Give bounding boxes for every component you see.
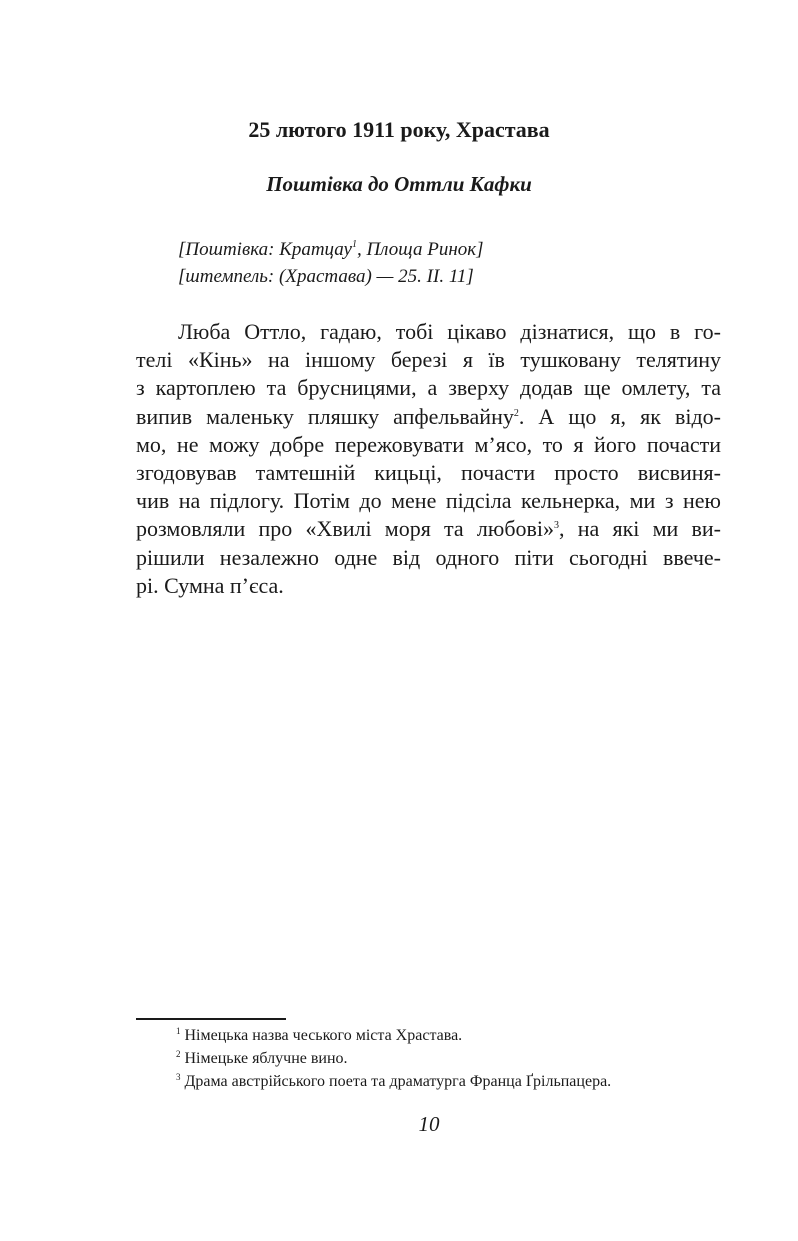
body-line: Люба Оттло, гадаю, тобі цікаво дізнатися, що в го- <box>178 319 721 344</box>
footnote-text: Драма австрійського поета та драматурга Франца Ґрільпацера. <box>184 1073 612 1090</box>
footnotes <box>176 1024 611 1093</box>
body-line: мо, не можу добре пережовувати м’ясо, то я його почасти <box>136 431 721 457</box>
footnote-ref: 1 <box>351 239 357 250</box>
chapter-heading: 25 лютого 1911 року, Храстава <box>248 117 550 142</box>
body-paragraph <box>136 318 721 600</box>
metadata-line: [штемпель: (Храстава) — 25. II. 11] <box>178 266 474 287</box>
footnote-number: 3 <box>176 1072 181 1082</box>
chapter-subheading: Поштівка до Оттли Кафки <box>266 172 532 196</box>
page-number: 10 <box>418 1112 440 1136</box>
footnote-number: 1 <box>176 1026 181 1036</box>
body-line <box>136 403 721 431</box>
metadata-text: [Поштівка: Кратцау <box>178 239 352 260</box>
footnote-text: Німецьке яблучне вино. <box>184 1050 348 1067</box>
body-line: телі «Кінь» на іншому березі я їв тушковану телятину <box>136 347 721 373</box>
body-line: рішили незалежно одне від одного піти сьогодні ввече- <box>136 544 721 570</box>
body-line: згодовував тамтешній кицьці, почасти просто висвиня- <box>136 459 721 485</box>
body-line <box>136 515 721 543</box>
footnote-ref: 3 <box>554 520 560 532</box>
body-text-segment: випив маленьку пляшку апфельвайну <box>136 403 514 429</box>
body-line: з картоплею та брусницями, а зверху додав ще омлету, та <box>136 375 721 401</box>
metadata-line <box>178 236 484 263</box>
footnote-text: Німецька назва чеського міста Храстава. <box>184 1027 463 1044</box>
footnote <box>176 1070 611 1093</box>
body-text-segment: розмовляли про «Хвилі моря та любові» <box>136 516 555 542</box>
footnote-divider <box>136 1018 286 1020</box>
footnote-number: 2 <box>176 1049 181 1059</box>
footnote <box>176 1047 611 1070</box>
body-text-segment: , на які ми ви- <box>559 516 721 542</box>
footnote <box>176 1024 611 1047</box>
metadata-text: , Площа Ринок] <box>356 239 484 260</box>
postcard-metadata <box>178 236 484 290</box>
body-text-segment: . А що я, як відо- <box>518 403 721 429</box>
body-line: рі. Сумна п’єса. <box>136 572 284 598</box>
footnote-ref: 2 <box>513 407 519 419</box>
body-line: чив на підлогу. Потім до мене підсіла кельнерка, ми з нею <box>136 488 721 514</box>
